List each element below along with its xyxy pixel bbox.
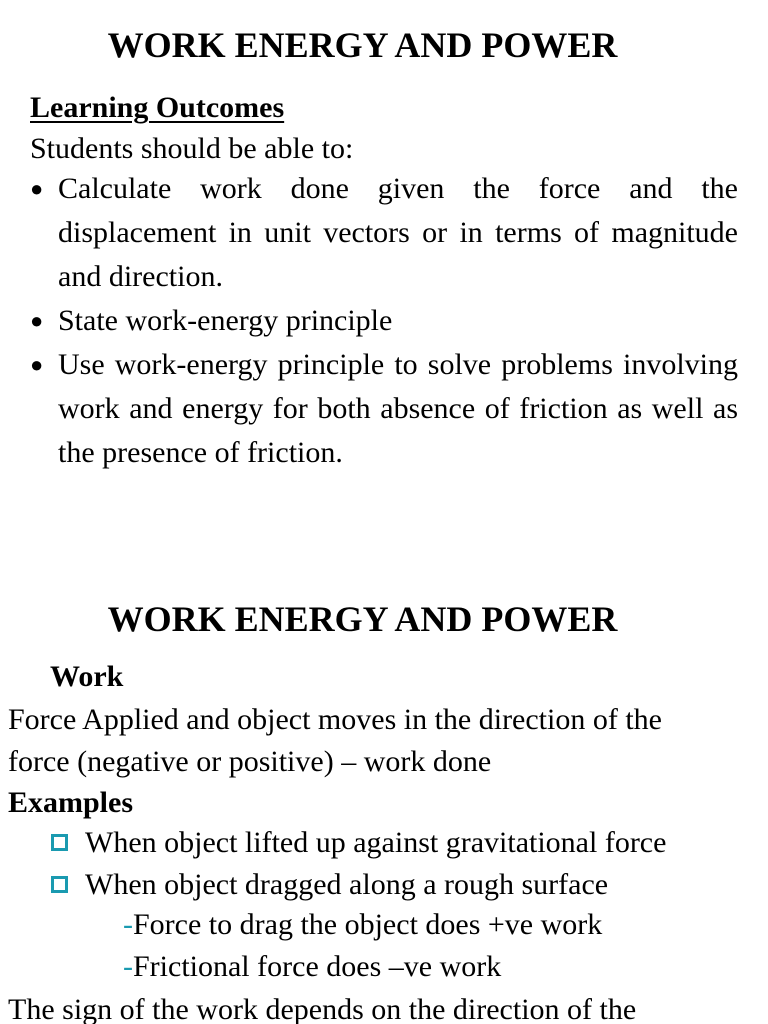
- intro-text: Students should be able to:: [30, 132, 354, 165]
- definition-line-2: force (negative or positive) – work done: [8, 745, 492, 778]
- work-subheading: Work: [50, 660, 124, 693]
- outcome-item-2: State work-energy principle: [58, 304, 393, 337]
- checkbox-bullet-icon: [51, 834, 68, 851]
- outcome-item-1: Calculate work done given the force and the displacement in unit vectors or in terms of magnitude and direction.: [58, 172, 738, 293]
- trailing-text: The sign of the work depends on the direction of the: [8, 993, 637, 1024]
- example-item-1: When object lifted up against gravitational force: [85, 826, 667, 859]
- section-title-2: WORK ENERGY AND POWER: [107, 599, 618, 639]
- bullet-dot-icon: ●: [30, 176, 44, 201]
- bullet-dot-icon: ●: [30, 352, 44, 377]
- bullet-dot-icon: ●: [30, 308, 44, 333]
- section-title-1: WORK ENERGY AND POWER: [107, 25, 618, 65]
- definition-line-1: Force Applied and object moves in the direction of the: [8, 703, 662, 736]
- dash-marker: -: [123, 950, 133, 983]
- sub-item-2: [123, 950, 501, 984]
- checkbox-bullet-icon: [51, 876, 68, 893]
- examples-heading: Examples: [8, 786, 134, 819]
- dash-marker: -: [123, 908, 133, 941]
- sub-item-1: [123, 908, 602, 942]
- example-item-2: When object dragged along a rough surface: [85, 868, 609, 901]
- sub-item-1-text: Force to drag the object does +ve work: [133, 908, 603, 941]
- learning-outcomes-heading: Learning Outcomes: [30, 91, 285, 124]
- sub-item-2-text: Frictional force does –ve work: [133, 950, 502, 983]
- outcome-item-3: Use work-energy principle to solve problems involving work and energy for both absence of friction as well as the presence of friction.: [58, 348, 738, 469]
